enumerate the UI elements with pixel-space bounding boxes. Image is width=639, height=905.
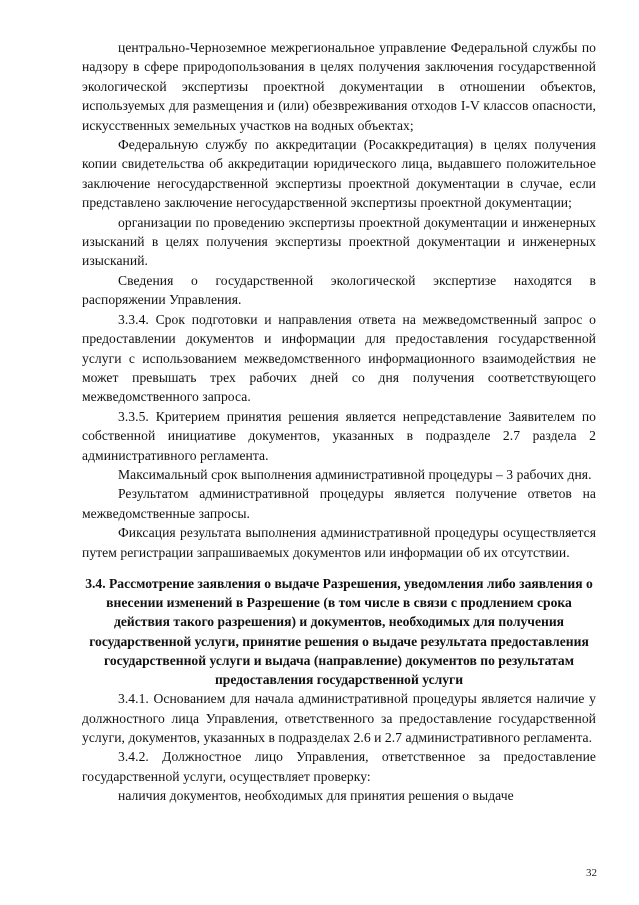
- paragraph-documents-check: наличия документов, необходимых для принятия решения о выдаче: [118, 788, 514, 804]
- paragraph-3-4-2: 3.4.2. Должностное лицо Управления, ответственное за предоставление государственной услуги, осуществляет проверку:: [82, 749, 596, 784]
- paragraph-chernozem-directorate: центрально-Черноземное межрегиональное управление Федеральной службы по надзору в сфере природопользования в целях получения заключения государственной экологической экспертизы проектной документации в отношении объектов, используемых для размещения и (или) обезвреживания отходов I-V классов опасности, искусственных земельных участков на водных объектах;: [82, 40, 596, 133]
- section-heading-3-4: 3.4. Рассмотрение заявления о выдаче Разрешения, уведомления либо заявления о внесении изменений в Разрешение (в том числе в связи с продлением срока действия такого разрешения) и документов, необходимых для получения государственной услуги, принятие решения о выдаче результата предоставления государственной услуги и выдача (направление) документов по результатам предоставления государственной услуги: [85, 575, 593, 687]
- paragraph-ecological-expertise-info: Сведения о государственной экологической экспертизе находятся в распоряжении Управления.: [82, 272, 596, 308]
- paragraph-rosaccreditation: Федеральную службу по аккредитации (Росаккредитация) в целях получения копии свидетельства об аккредитации юридического лица, выдавшего положительное заключение негосударственной экспертизы проектной документации в случае, если представлено заключение негосударственной экспертизы проектной документации;: [82, 137, 596, 211]
- paragraph-result-fixation: Фиксация результата выполнения административной процедуры осуществляется путем регистрации запрашиваемых документов или информации об их отсутствии.: [82, 525, 596, 560]
- page-number: 32: [586, 867, 597, 879]
- paragraph-3-3-5: 3.3.5. Критерием принятия решения является непредставление Заявителем по собственной инициативе документов, указанных в подразделе 2.7 раздела 2 административного регламента.: [82, 408, 596, 463]
- paragraph-3-3-4: 3.3.4. Срок подготовки и направления ответа на межведомственный запрос о предоставлении документов и информации для предоставления государственной услуги с использованием межведомственного информационного взаимодействия не может превышать трех рабочих дней со дня получения соответствующего межведомственного запроса.: [82, 311, 596, 405]
- paragraph-expertise-organizations: организации по проведению экспертизы проектной документации и инженерных изысканий в целях получения экспертизы проектной документации и инженерных изысканий.: [82, 214, 596, 269]
- paragraph-max-duration: Максимальный срок выполнения административной процедуры – 3 рабочих дня.: [118, 466, 592, 482]
- paragraph-3-4-1: 3.4.1. Основанием для начала административной процедуры является наличие у должностного лица Управления, ответственного за предоставление государственной услуги, документов, указанных в подразделах 2.6 и 2.7 административного регламента.: [82, 691, 596, 745]
- page-content: [82, 38, 596, 806]
- paragraph-procedure-result: Результатом административной процедуры является получение ответов на межведомственные запросы.: [82, 486, 596, 521]
